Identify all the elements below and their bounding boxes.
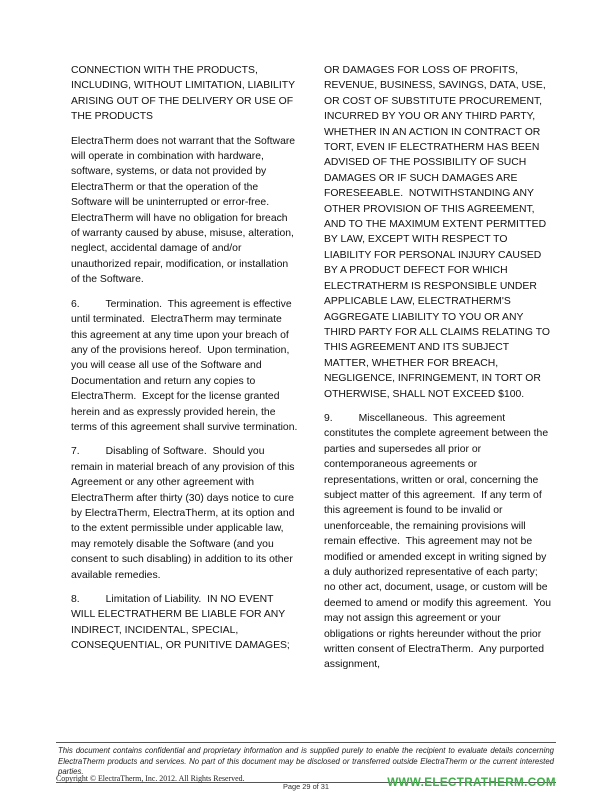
paragraph-continuation-caps: CONNECTION WITH THE PRODUCTS, INCLUDING, WITHOUT LIMITATION, LIABILITY ARISING OUT OF THE DELIVERY OR USE OF THE PRODUCTS xyxy=(71,65,298,123)
two-column-body xyxy=(71,63,554,682)
section-7-disabling-of-software: 7. Disabling of Software. Should you remain in material breach of any provision of this Agreement or any other agreement with ElectraTherm after thirty (30) days notice to cure by ElectraTherm, ElectraTherm, at its option and to the extent permissible under applicable law, may remotely disable the Software (and you consent to such disabling) in addition to its other available remedies. xyxy=(71,446,298,581)
page-number: Page 29 of 31 xyxy=(282,782,330,791)
left-column xyxy=(71,63,298,682)
copyright-text: Copyright © ElectraTherm, Inc. 2012. All Rights Reserved. xyxy=(56,774,245,783)
section-8-limitation-of-liability: 8. Limitation of Liability. IN NO EVENT WILL ELECTRATHERM BE LIABLE FOR ANY INDIRECT, INCIDENTAL, SPECIAL, CONSEQUENTIAL, OR PUNITIVE DAMAGES; xyxy=(71,594,290,652)
section-6-termination: 6. Termination. This agreement is effective until terminated. ElectraTherm may terminate this agreement at any time upon your breach of any of the provisions hereof. Upon termination, you will cease all use of the Software and Documentation and return any copies to ElectraTherm. Except for the license granted herein and as expressly provided herein, the terms of this agreement shall survive termination. xyxy=(71,298,298,433)
confidentiality-notice: This document contains confidential and proprietary information and is supplied purely to enable the recipient to evaluate details concerning ElectraTherm products and services. No part of this document may be disclosed or transferred outside ElectraTherm or the current interested parties. xyxy=(56,742,556,783)
section-9-miscellaneous: 9. Miscellaneous. This agreement constitutes the complete agreement between the parties and supersedes all prior or contemporaneous agreements or representations, written or oral, concerning the subject matter of this agreement. If any term of this agreement is found to be invalid or unenforceable, the remaining provisions will remain effective. This agreement may not be modified or amended except in writing signed by a duly authorized representative of each party; no other act, document, usage, or custom will be deemed to amend or modify this agreement. You may not assign this agreement or your obligations or rights hereunder without the prior written consent of ElectraTherm. Any purported assignment, xyxy=(324,412,554,671)
warranty-disclaimer-paragraph: ElectraTherm does not warrant that the Software will operate in combination with hardware, software, systems, or data not provided by ElectraTherm or that the operation of the Software will be uninterrupted or error-free. ElectraTherm will have no obligation for breach of warranty caused by abuse, misuse, alteration, neglect, accidental damage of and/or unauthorized repair, modification, or installation of the Software. xyxy=(71,135,298,286)
website-link[interactable]: WWW.ELECTRATHERM.COM xyxy=(387,776,556,789)
right-column xyxy=(324,63,554,682)
section-8-continuation: OR DAMAGES FOR LOSS OF PROFITS, REVENUE, BUSINESS, SAVINGS, DATA, USE, OR COST OF SUBSTITUTE PROCUREMENT, INCURRED BY YOU OR ANY THIRD PARTY, WHETHER IN AN ACTION IN CONTRACT OR TORT, EVEN IF ELECTRATHERM HAS BEEN ADVISED OF THE POSSIBILITY OF SUCH DAMAGES OR IF SUCH DAMAGES ARE FORESEEABLE. NOTWITHSTANDING ANY OTHER PROVISION OF THIS AGREEMENT, AND TO THE MAXIMUM EXTENT PERMITTED BY LAW, EXCEPT WITH RESPECT TO LIABILITY FOR PERSONAL INJURY CAUSED BY A PRODUCT DEFECT FOR WHICH ELECTRATHERM IS RESPONSIBLE UNDER APPLICABLE LAW, ELECTRATHERM'S AGGREGATE LIABILITY TO YOU OR ANY THIRD PARTY FOR ALL CLAIMS RELATING TO THIS AGREEMENT AND ITS SUBJECT MATTER, WHETHER FOR BREACH, NEGLIGENCE, INFRINGEMENT, IN TORT OR OTHERWISE, SHALL NOT EXCEED $100. xyxy=(324,65,553,400)
